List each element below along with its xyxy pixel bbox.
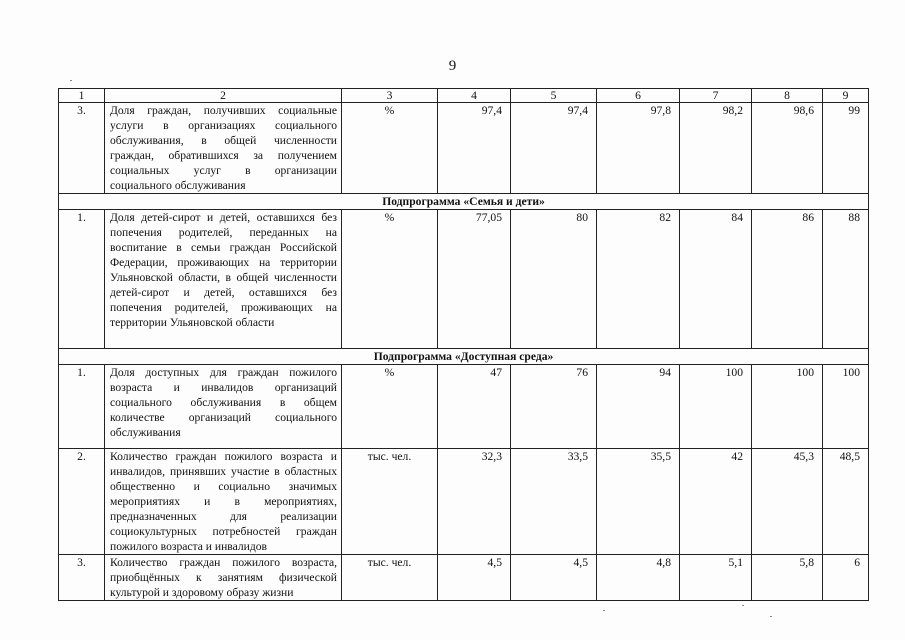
column-header: 6 xyxy=(597,89,680,103)
indicator-name: Доля детей-сирот и детей, оставшихся без попечения родителей, переданных на воспитание в семьи граждан Российской Федерации, проживающих на территории Ульяновской области, в общей численности детей-сирот и детей, оставшихся без попечения родителей, проживающих на территории Ульяновской области xyxy=(105,210,342,349)
section-row xyxy=(59,194,869,210)
column-header: 4 xyxy=(438,89,511,103)
scan-speck xyxy=(70,80,72,81)
indicator-name: Доля доступных для граждан пожилого возраста и инвалидов организаций социального обслуживания в общем количестве организаций социального обслуживания xyxy=(105,365,342,449)
value-cell: 88 xyxy=(823,210,869,349)
value-cell: 35,5 xyxy=(597,449,680,555)
table-row xyxy=(59,365,869,449)
value-cell: 33,5 xyxy=(511,449,597,555)
subprogram-heading: Подпрограмма «Доступная среда» xyxy=(59,349,869,365)
value-cell: 99 xyxy=(823,103,869,194)
table-row xyxy=(59,210,869,349)
value-cell: 100 xyxy=(680,365,752,449)
indicator-name: Количество граждан пожилого возраста, приобщённых к занятиям физической культурой и здоровому образу жизни xyxy=(105,555,342,601)
column-header: 7 xyxy=(680,89,752,103)
value-cell: 6 xyxy=(823,555,869,601)
value-cell: 76 xyxy=(511,365,597,449)
unit-cell: % xyxy=(342,210,438,349)
indicator-name: Количество граждан пожилого возраста и инвалидов, принявших участие в областных общественно и социально значимых мероприятиях и в мероприятиях, предназначенных для реализации социокультурных потребностей граждан пожилого возраста и инвалидов xyxy=(105,449,342,555)
value-cell: 77,05 xyxy=(438,210,511,349)
row-number: 1. xyxy=(59,365,105,449)
indicators-table xyxy=(58,88,869,601)
column-header: 8 xyxy=(752,89,823,103)
value-cell: 48,5 xyxy=(823,449,869,555)
page-number: 9 xyxy=(448,58,457,74)
row-number: 2. xyxy=(59,449,105,555)
value-cell: 82 xyxy=(597,210,680,349)
value-cell: 42 xyxy=(680,449,752,555)
subprogram-heading: Подпрограмма «Семья и дети» xyxy=(59,194,869,210)
value-cell: 100 xyxy=(752,365,823,449)
value-cell: 32,3 xyxy=(438,449,511,555)
scan-speck xyxy=(770,616,772,617)
column-header: 9 xyxy=(823,89,869,103)
unit-cell: % xyxy=(342,365,438,449)
unit-cell: тыс. чел. xyxy=(342,555,438,601)
row-number: 3. xyxy=(59,555,105,601)
unit-cell: тыс. чел. xyxy=(342,449,438,555)
section-row xyxy=(59,349,869,365)
table-row xyxy=(59,449,869,555)
value-cell: 80 xyxy=(511,210,597,349)
value-cell: 5,8 xyxy=(752,555,823,601)
value-cell: 5,1 xyxy=(680,555,752,601)
scan-speck xyxy=(603,610,605,611)
table-row xyxy=(59,555,869,601)
column-header: 1 xyxy=(59,89,105,103)
row-number: 3. xyxy=(59,103,105,194)
value-cell: 97,4 xyxy=(438,103,511,194)
value-cell: 97,8 xyxy=(597,103,680,194)
value-cell: 86 xyxy=(752,210,823,349)
header-row xyxy=(59,89,869,103)
scan-speck xyxy=(742,605,744,606)
value-cell: 98,6 xyxy=(752,103,823,194)
table-row xyxy=(59,103,869,194)
value-cell: 45,3 xyxy=(752,449,823,555)
value-cell: 47 xyxy=(438,365,511,449)
value-cell: 84 xyxy=(680,210,752,349)
value-cell: 4,5 xyxy=(511,555,597,601)
row-number: 1. xyxy=(59,210,105,349)
value-cell: 98,2 xyxy=(680,103,752,194)
column-header: 5 xyxy=(511,89,597,103)
value-cell: 4,5 xyxy=(438,555,511,601)
value-cell: 97,4 xyxy=(511,103,597,194)
value-cell: 100 xyxy=(823,365,869,449)
column-header: 2 xyxy=(105,89,342,103)
value-cell: 4,8 xyxy=(597,555,680,601)
unit-cell: % xyxy=(342,103,438,194)
indicator-name: Доля граждан, получивших социальные услуги в организациях социального обслуживания, в общей численности граждан, обратившихся за получением социальных услуг в организации социального обслуживания xyxy=(105,103,342,194)
column-header: 3 xyxy=(342,89,438,103)
value-cell: 94 xyxy=(597,365,680,449)
